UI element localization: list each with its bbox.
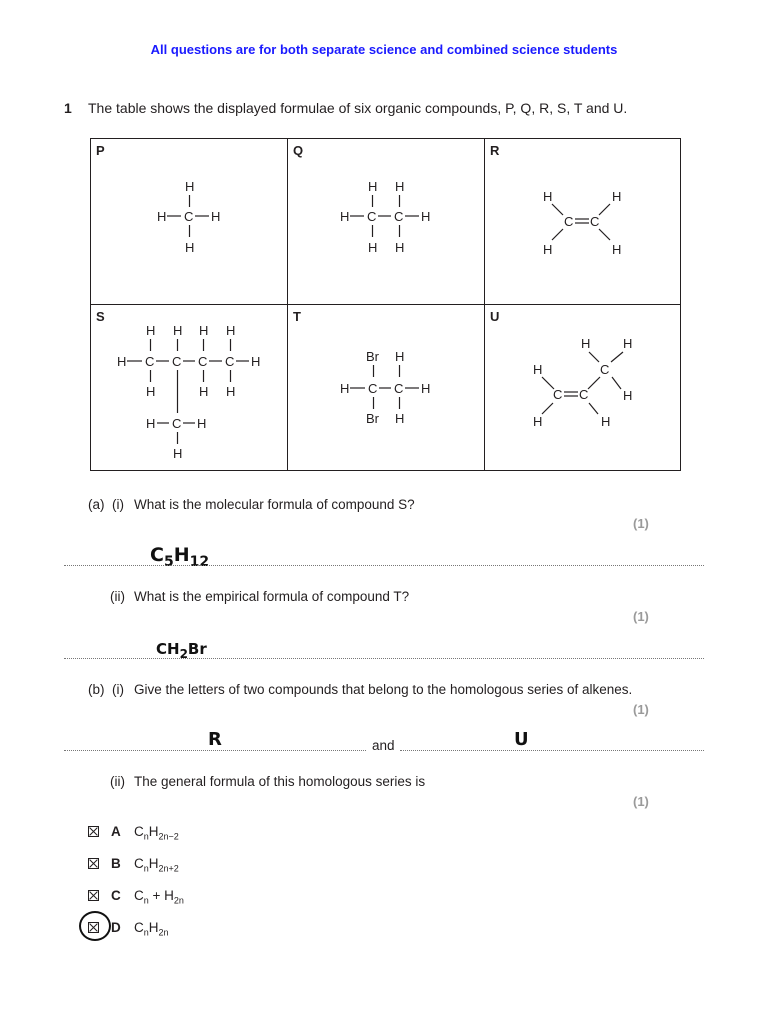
label-r: R bbox=[490, 143, 500, 158]
atom: H bbox=[226, 323, 236, 338]
atom: H bbox=[185, 240, 195, 255]
atom: H bbox=[623, 336, 633, 351]
part-b-i-question: Give the letters of two compounds that belong to the homologous series of alkenes. bbox=[134, 682, 633, 697]
part-a-label: (a) bbox=[88, 497, 105, 512]
cell-t bbox=[288, 305, 485, 470]
banner: All questions are for both separate science and combined science students bbox=[150, 42, 618, 57]
part-a-i-question: What is the molecular formula of compound S? bbox=[134, 497, 415, 512]
atom: C bbox=[590, 214, 600, 229]
atom: H bbox=[173, 446, 183, 461]
atom: H bbox=[185, 179, 195, 194]
formula-t bbox=[288, 305, 485, 470]
answer-a-i-h: H bbox=[173, 544, 190, 566]
part-b-i-label: (i) bbox=[112, 682, 124, 697]
atom: H bbox=[340, 209, 350, 224]
atom: H bbox=[612, 242, 622, 257]
label-p: P bbox=[96, 143, 105, 158]
atom: H bbox=[226, 384, 236, 399]
atom: C bbox=[368, 381, 378, 396]
answer-b-i-1[interactable]: R bbox=[208, 729, 222, 750]
part-a-ii-question: What is the empirical formula of compound T? bbox=[134, 589, 410, 604]
atom: H bbox=[421, 209, 431, 224]
formula-sub: 2n−2 bbox=[158, 831, 179, 842]
cell-r bbox=[485, 139, 680, 305]
cell-p bbox=[91, 139, 288, 305]
atom: H bbox=[199, 384, 209, 399]
atom: C bbox=[394, 381, 404, 396]
option-formula bbox=[134, 920, 169, 938]
part-a-ii-marks: (1) bbox=[633, 609, 649, 624]
formula-sub: 2n bbox=[158, 927, 169, 938]
formula-sub: 2n+2 bbox=[158, 863, 179, 874]
part-a-i-label: (i) bbox=[112, 497, 124, 512]
atom: H bbox=[117, 354, 127, 369]
answer-a-ii-br: Br bbox=[187, 640, 207, 658]
atom: H bbox=[623, 388, 633, 403]
formula-h: H bbox=[148, 824, 159, 839]
atom: H bbox=[395, 179, 405, 194]
formula-h: H bbox=[164, 888, 174, 903]
atom: H bbox=[543, 189, 553, 204]
atom: H bbox=[340, 381, 350, 396]
formula-c: C bbox=[134, 824, 144, 839]
cell-s bbox=[91, 305, 288, 470]
formula-sub: 2n bbox=[173, 895, 184, 906]
atom: Br bbox=[366, 349, 379, 364]
atom: H bbox=[173, 323, 183, 338]
atom: H bbox=[146, 416, 156, 431]
formula-n: n bbox=[143, 895, 149, 906]
atom: H bbox=[533, 414, 543, 429]
atom: C bbox=[394, 209, 404, 224]
answer-a-ii-sub: 2 bbox=[179, 647, 188, 661]
atom: H bbox=[368, 179, 378, 194]
formula-u bbox=[485, 305, 680, 470]
part-b-ii-marks: (1) bbox=[633, 794, 649, 809]
label-q: Q bbox=[293, 143, 304, 158]
atom: H bbox=[421, 381, 431, 396]
answer-b-i-2[interactable]: U bbox=[514, 729, 529, 750]
checkbox-c[interactable] bbox=[88, 890, 99, 901]
selected-answer-circle bbox=[79, 911, 111, 941]
formula-n: n bbox=[143, 831, 149, 842]
option-letter: C bbox=[111, 888, 121, 903]
atom: C bbox=[145, 354, 155, 369]
formula-n: n bbox=[143, 927, 149, 938]
atom: C bbox=[225, 354, 235, 369]
atom: H bbox=[199, 323, 209, 338]
formula-h: H bbox=[148, 920, 159, 935]
part-a-i-marks: (1) bbox=[633, 516, 649, 531]
formula-n: n bbox=[143, 863, 149, 874]
label-t: T bbox=[293, 309, 301, 324]
part-b-i-marks: (1) bbox=[633, 702, 649, 717]
atom: C bbox=[198, 354, 208, 369]
question-text: The table shows the displayed formulae of six organic compounds, P, Q, R, S, T and U. bbox=[88, 100, 628, 116]
and-text: and bbox=[372, 738, 395, 753]
answer-a-ii-ch: CH bbox=[156, 640, 180, 658]
formula-p bbox=[91, 139, 288, 305]
atom: H bbox=[395, 349, 405, 364]
answer-a-i-c: C bbox=[150, 544, 164, 566]
part-b-ii-label: (ii) bbox=[110, 774, 125, 789]
formula-c: C bbox=[134, 888, 144, 903]
atom: H bbox=[581, 336, 591, 351]
checkbox-a[interactable] bbox=[88, 826, 99, 837]
atom: C bbox=[564, 214, 574, 229]
formula-h: H bbox=[148, 856, 159, 871]
option-formula bbox=[134, 824, 179, 842]
part-a-ii-label: (ii) bbox=[110, 589, 125, 604]
option-letter: D bbox=[111, 920, 121, 935]
atom: C bbox=[600, 362, 610, 377]
formula-c: C bbox=[134, 920, 144, 935]
formula-s bbox=[91, 305, 288, 470]
answer-line-b-i-2 bbox=[400, 750, 704, 751]
atom: C bbox=[553, 387, 563, 402]
formula-r bbox=[485, 139, 680, 305]
atom: C bbox=[172, 354, 182, 369]
part-b-ii-question: The general formula of this homologous series is bbox=[134, 774, 426, 789]
formula-c: C bbox=[134, 856, 144, 871]
question-number: 1 bbox=[64, 100, 72, 116]
compounds-table bbox=[90, 138, 681, 471]
atom: H bbox=[368, 240, 378, 255]
atom: H bbox=[601, 414, 611, 429]
checkbox-b[interactable] bbox=[88, 858, 99, 869]
atom: H bbox=[251, 354, 261, 369]
label-u: U bbox=[490, 309, 500, 324]
cell-q bbox=[288, 139, 485, 305]
option-letter: B bbox=[111, 856, 121, 871]
atom: H bbox=[612, 189, 622, 204]
atom: H bbox=[157, 209, 167, 224]
atom: H bbox=[395, 240, 405, 255]
answer-line-a-i bbox=[64, 565, 704, 566]
answer-line-b-i-1 bbox=[64, 750, 366, 751]
cell-u bbox=[485, 305, 680, 470]
atom: C bbox=[579, 387, 589, 402]
atom: H bbox=[146, 384, 156, 399]
atom: C bbox=[184, 209, 194, 224]
part-b-label: (b) bbox=[88, 682, 105, 697]
atom: H bbox=[543, 242, 553, 257]
answer-line-a-ii bbox=[64, 658, 704, 659]
option-letter: A bbox=[111, 824, 121, 839]
atom: H bbox=[197, 416, 207, 431]
atom: H bbox=[211, 209, 221, 224]
option-formula bbox=[134, 888, 184, 906]
atom: C bbox=[367, 209, 377, 224]
atom: C bbox=[172, 416, 182, 431]
answer-a-i-sub12: 12 bbox=[189, 553, 210, 570]
atom: H bbox=[395, 411, 405, 426]
answer-a-i-sub5: 5 bbox=[163, 553, 174, 570]
atom: Br bbox=[366, 411, 379, 426]
label-s: S bbox=[96, 309, 105, 324]
atom: H bbox=[146, 323, 156, 338]
formula-q bbox=[288, 139, 485, 305]
option-formula bbox=[134, 856, 179, 874]
atom: H bbox=[533, 362, 543, 377]
formula-plus: + bbox=[148, 888, 165, 903]
